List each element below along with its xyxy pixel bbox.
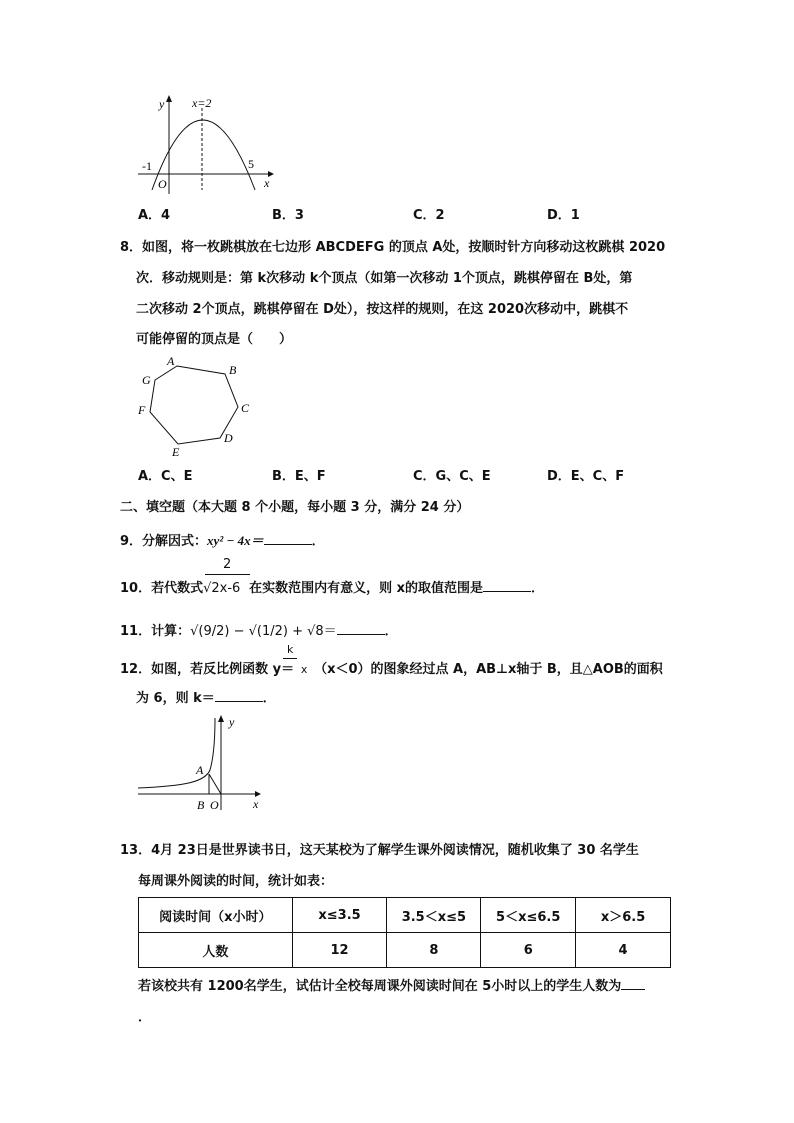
q11-answer-blank[interactable] [337, 622, 385, 635]
table-cell: 人数 [139, 933, 293, 968]
q10-denominator: √2x-6 [203, 581, 241, 596]
origin-label: O [158, 177, 167, 191]
table-header-row [139, 898, 671, 933]
q7-option-d[interactable]: D．1 [547, 208, 580, 223]
q12-suffix: （x＜0）的图象经过点 A，AB⊥x轴于 B，且△AOB的面积 [314, 662, 663, 677]
q12-answer-blank[interactable] [215, 689, 263, 702]
table-cell: 6 [481, 933, 576, 968]
table-cell: x＞6.5 [576, 898, 671, 933]
q10-fraction-bar [205, 574, 250, 575]
q11-prefix: 11．计算： [120, 624, 191, 639]
parabola-graph [130, 90, 280, 200]
q13-line-1: 13．4月 23日是世界读书日，这天某校为了解学生课外阅读情况，随机收集了 30 名学生 [120, 843, 639, 858]
q9-expr: xy² − 4x＝ [207, 533, 264, 548]
root-right: 5 [248, 157, 254, 171]
y-arrow-icon [218, 715, 224, 722]
hyperbola-curve [138, 718, 215, 788]
y-arrow-icon [166, 95, 172, 102]
q13-line3-text: 若该校共有 1200名学生，试估计全校每周课外阅读时间在 5小时以上的学生人数为 [138, 979, 622, 994]
q12-line-2 [136, 689, 276, 707]
heptagon-figure [130, 352, 260, 464]
vertex-b: B [229, 363, 237, 377]
table-cell: 阅读时间（x小时） [139, 898, 293, 933]
vertex-g: G [142, 373, 151, 387]
q9-answer-blank[interactable] [264, 532, 312, 545]
q8-option-d[interactable]: D．E、C、F [547, 469, 625, 484]
q13-end: ． [138, 1010, 152, 1025]
table-cell: 5＜x≤6.5 [481, 898, 576, 933]
line-label: x=2 [192, 96, 212, 110]
q13-line-3 [138, 977, 645, 995]
x-label: x [264, 176, 270, 190]
q10-prefix: 10．若代数式 [120, 581, 204, 596]
point-b-label: B [197, 798, 205, 812]
q11 [120, 622, 398, 640]
q12-line2-text: 为 6，则 k＝ [136, 691, 215, 706]
q13-line-2: 每周课外阅读的时间，统计如表： [138, 874, 334, 889]
q12-end: ． [262, 691, 276, 706]
q12-line-1 [120, 662, 663, 678]
table-cell: 4 [576, 933, 671, 968]
parabola-curve [152, 120, 255, 190]
q11-expr: √(9/2) − √(1/2) + √8＝ [190, 624, 337, 639]
vertex-d: D [224, 431, 233, 445]
hyperbola-graph [135, 712, 270, 814]
q12-frac-den: x [300, 663, 308, 676]
segment-ao [209, 774, 221, 794]
table-cell: 12 [292, 933, 387, 968]
q9 [120, 532, 325, 550]
q12-frac-num: k [287, 643, 294, 656]
y-label: y [229, 715, 235, 729]
origin-label: O [210, 798, 219, 812]
table-row [139, 933, 671, 968]
q7-option-a[interactable]: A．4 [138, 208, 171, 223]
q10-suffix: 在实数范围内有意义，则 x的取值范围是 [249, 581, 484, 596]
q8-option-b[interactable]: B．E、F [272, 469, 326, 484]
q10-end: ． [531, 581, 545, 596]
q8-line-1: 8．如图，将一枚跳棋放在七边形 ABCDEFG 的顶点 A处，按顺时针方向移动这枚跳棋 2020 [120, 240, 666, 255]
root-left: -1 [142, 159, 152, 173]
q7-option-b[interactable]: B．3 [272, 208, 304, 223]
vertex-c: C [241, 401, 250, 415]
table-cell: 3.5＜x≤5 [387, 898, 481, 933]
x-label: x [253, 797, 259, 811]
vertex-f: F [138, 403, 146, 417]
q8-line-2: 次．移动规则是：第 k次移动 k个顶点（如第一次移动 1个顶点，跳棋停留在 B处，第 [136, 271, 633, 286]
q8-option-a[interactable]: A．C、E [138, 469, 193, 484]
vertex-a: A [167, 354, 175, 368]
q10 [120, 579, 544, 597]
q10-numerator: 2 [223, 557, 232, 572]
q11-end: ． [384, 624, 398, 639]
point-a-label: A [196, 763, 204, 777]
q12-fraction-bar [283, 658, 297, 659]
q9-prefix: 9．分解因式： [120, 534, 208, 549]
section-heading: 二、填空题（本大题 8 个小题，每小题 3 分，满分 24 分） [120, 500, 470, 515]
vertex-e: E [172, 445, 180, 459]
q8-option-c[interactable]: C．G、C、E [413, 469, 491, 484]
q8-line-3: 二次移动 2个顶点，跳棋停留在 D处），按这样的规则，在这 2020次移动中，跳棋不 [136, 302, 629, 317]
q12-prefix: 12．如图，若反比例函数 y＝ [120, 662, 295, 677]
table-cell: 8 [387, 933, 481, 968]
q10-answer-blank[interactable] [483, 579, 531, 592]
q8-line-4: 可能停留的顶点是（ ） [136, 332, 293, 347]
q7-option-c[interactable]: C．2 [413, 208, 445, 223]
q13-answer-blank[interactable] [621, 977, 645, 990]
y-label: y [159, 97, 165, 111]
table-cell: x≤3.5 [292, 898, 387, 933]
q9-end: ． [311, 534, 325, 549]
reading-time-table [138, 897, 671, 968]
